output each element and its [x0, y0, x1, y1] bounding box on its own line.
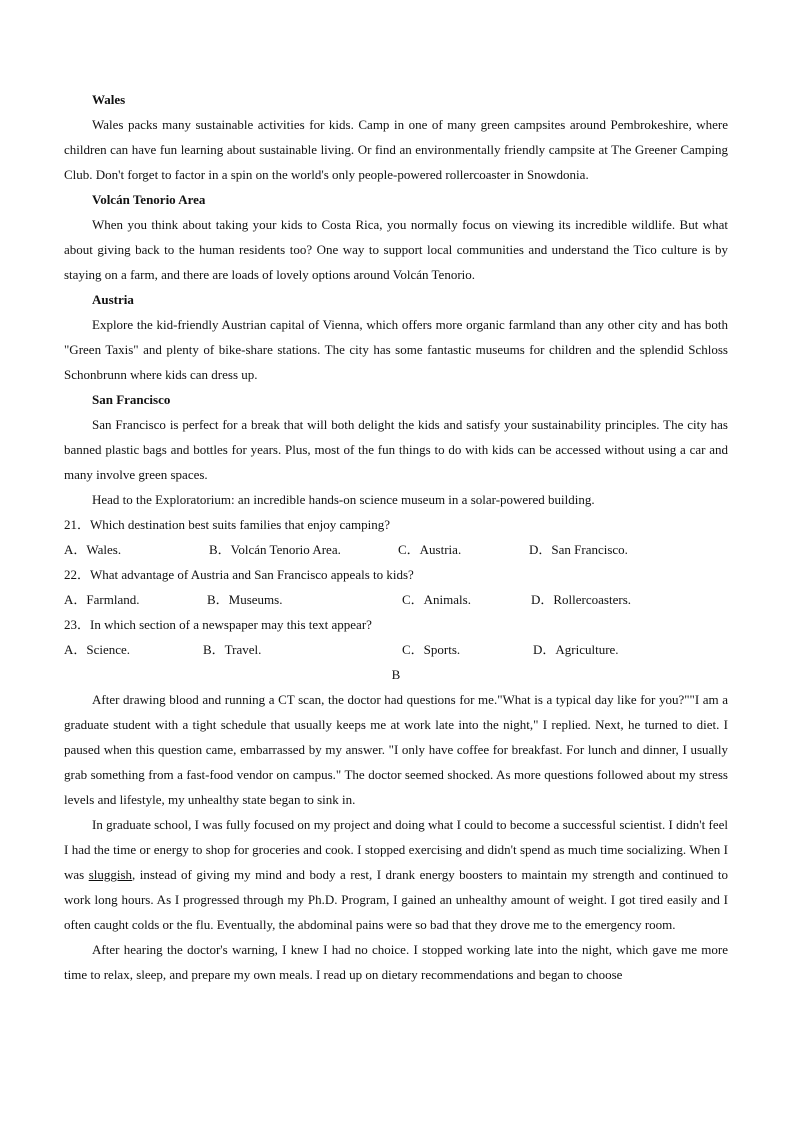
options-22 — [64, 587, 728, 612]
paragraph-wales: Wales packs many sustainable activities for kids. Camp in one of many green campsites around Pembrokeshire, where children can have fun learning about sustainable living. Or find an environmentally friendly campsite at The Greener Camping Club. Don't forget to factor in a spin on the world's only people-powered rollercoaster in Snowdonia. — [64, 117, 728, 182]
paragraph-austria: Explore the kid-friendly Austrian capital of Vienna, which offers more organic farmland than any other city and has both "Green Taxis" and plenty of bike-share stations. The city has some fantastic museums for children and the splendid Schloss Schonbrunn where kids can dress up. — [64, 317, 728, 382]
heading-wales: Wales — [92, 92, 126, 107]
options-21 — [64, 537, 728, 562]
document-content — [64, 87, 728, 987]
paragraph-san-francisco: San Francisco is perfect for a break that will both delight the kids and satisfy your sustainability principles. The city has banned plastic bags and bottles for years. Plus, most of the fun things to do with kids can be accessed without using a car and many involve green spaces. — [64, 417, 728, 482]
option-23-c: C．Sports. — [402, 642, 461, 657]
option-22-b: B．Museums. — [207, 592, 283, 607]
question-23: 23．In which section of a newspaper may this text appear? — [64, 617, 372, 632]
paragraph-b-2 — [64, 812, 728, 937]
options-23 — [64, 637, 728, 662]
option-23-b: B．Travel. — [203, 642, 262, 657]
option-21-d: D．San Francisco. — [529, 542, 628, 557]
option-23-d: D．Agriculture. — [533, 642, 619, 657]
paragraph-volcan-tenorio: When you think about taking your kids to Costa Rica, you normally focus on viewing its incredible wildlife. But what about giving back to the human residents too? One way to support local communities and understand the Tico culture is by staying on a farm, and there are loads of lovely options around Volcán Tenorio. — [64, 217, 728, 282]
option-21-b: B．Volcán Tenorio Area. — [209, 542, 341, 557]
question-22: 22．What advantage of Austria and San Francisco appeals to kids? — [64, 567, 414, 582]
paragraph-b-1: After drawing blood and running a CT scan, the doctor had questions for me."What is a typical day like for you?""I am a graduate student with a tight schedule that usually keeps me at work late into the night," I replied. Next, he turned to diet. I paused when this question came, embarrassed by my answer. "I only have coffee for breakfast. For lunch and dinner, I usually grab something from a fast-food vendor on campus." The doctor seemed shocked. As more questions followed about my stress levels and lifestyle, my unhealthy state began to sink in. — [64, 692, 728, 807]
option-21-a: A．Wales. — [64, 542, 122, 557]
underlined-word-sluggish: sluggish — [88, 867, 133, 882]
heading-volcan-tenorio: Volcán Tenorio Area — [92, 192, 206, 207]
option-22-d: D．Rollercoasters. — [531, 592, 632, 607]
paragraph-b-3: After hearing the doctor's warning, I knew I had no choice. I stopped working late into the night, which gave me more time to relax, sleep, and prepare my own meals. I read up on dietary recommendations and began to choose — [64, 942, 728, 982]
option-22-c: C．Animals. — [402, 592, 471, 607]
option-22-a: A．Farmland. — [64, 592, 140, 607]
section-b-label: B — [391, 667, 401, 682]
option-23-a: A．Science. — [64, 642, 131, 657]
paragraph-exploratorium: Head to the Exploratorium: an incredible hands-on science museum in a solar-powered building. — [92, 492, 595, 507]
paragraph-b-2-end: , instead of giving my mind and body a rest, I drank energy boosters to maintain my strength and continued to work long hours. As I progressed through my Ph.D. Program, I gained an unhealthy amount of weight. I got tired easily and I often caught colds or the flu. Eventually, the abdominal pains were so bad that they drove me to the emergency room. — [64, 867, 728, 932]
question-21: 21．Which destination best suits families that enjoy camping? — [64, 517, 391, 532]
option-21-c: C．Austria. — [398, 542, 462, 557]
heading-san-francisco: San Francisco — [92, 392, 171, 407]
heading-austria: Austria — [92, 292, 134, 307]
paragraph-b-2-start: In graduate school, I was fully focused on my project and doing what I could to become a successful scientist. I didn't feel I had the time or energy to shop for groceries and cook. I stopped exercising and didn't spend as much time socializing. When I was — [64, 817, 728, 882]
